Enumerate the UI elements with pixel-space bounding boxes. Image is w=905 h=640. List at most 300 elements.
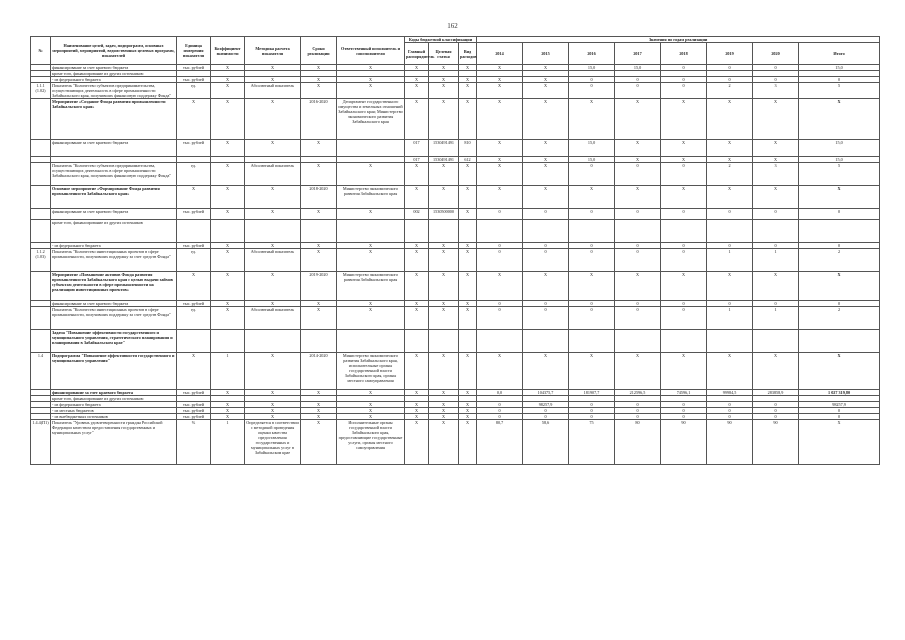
row-deadline: Х xyxy=(301,65,337,71)
row-deadline: Х xyxy=(301,301,337,307)
row-name: - из федерального бюджета xyxy=(51,243,177,249)
row-year-value: 0 xyxy=(615,163,661,186)
row-code-target: Х xyxy=(429,163,459,186)
row-deadline: Х xyxy=(301,77,337,83)
row-year-value: 0 xyxy=(569,163,615,186)
header-year: 2014 xyxy=(477,43,523,65)
header-code-type: Вид расходов xyxy=(459,43,477,65)
row-year-value: 1 xyxy=(753,249,799,272)
row-name: - из внебюджетных источников xyxy=(51,414,177,420)
row-year-value: 0 xyxy=(477,209,523,220)
row-code-main: Х xyxy=(405,272,429,301)
table-row xyxy=(31,83,880,99)
row-coef: Х xyxy=(211,77,245,83)
row-year-value xyxy=(753,330,799,353)
row-code-main xyxy=(405,220,429,243)
row-code-target: Х xyxy=(429,65,459,71)
row-unit: тыс. рублей xyxy=(177,77,211,83)
row-year-value: 0 xyxy=(477,414,523,420)
row-year-value: Х xyxy=(661,99,707,140)
row-year-value: 0 xyxy=(569,301,615,307)
row-coef: Х xyxy=(211,408,245,414)
row-method: Х xyxy=(245,99,301,140)
row-year-value: 0 xyxy=(523,414,569,420)
header-responsible: Ответственный исполнитель и соисполнители xyxy=(337,37,405,65)
row-code-target: Х xyxy=(429,77,459,83)
row-year-value: Х xyxy=(569,99,615,140)
row-code-main: 017 xyxy=(405,140,429,157)
row-deadline: Х xyxy=(301,249,337,272)
row-method: Х xyxy=(245,414,301,420)
row-year-value: 0 xyxy=(753,402,799,408)
row-code-target: Х xyxy=(429,272,459,301)
row-deadline: 2014-2020 xyxy=(301,353,337,390)
row-year-value: 0 xyxy=(615,307,661,330)
header-year: 2019 xyxy=(707,43,753,65)
row-year-value: 0 xyxy=(661,83,707,99)
row-year-value: Х xyxy=(753,157,799,163)
row-method: Х xyxy=(245,186,301,209)
row-method: Х xyxy=(245,353,301,390)
row-responsible: Х xyxy=(337,402,405,408)
row-code-target: 1530491491 xyxy=(429,157,459,163)
table-row xyxy=(31,163,880,186)
row-name: финансирование за счет краевого бюджета xyxy=(51,301,177,307)
row-method: Х xyxy=(245,390,301,396)
row-code-main: Х xyxy=(405,307,429,330)
row-year-value xyxy=(523,330,569,353)
row-code-main: Х xyxy=(405,402,429,408)
row-year-value: 0 xyxy=(661,163,707,186)
row-code-target: Х xyxy=(429,83,459,99)
table-row xyxy=(31,307,880,330)
row-total: Х xyxy=(799,272,880,301)
row-total: 0 xyxy=(799,408,880,414)
row-coef: Х xyxy=(211,272,245,301)
row-year-value: Х xyxy=(569,186,615,209)
row-year-value: 0 xyxy=(615,249,661,272)
row-year-value: 58,6 xyxy=(523,420,569,465)
row-coef: Х xyxy=(211,249,245,272)
row-year-value: 0 xyxy=(661,301,707,307)
row-number: 1.1.2 (1.03) xyxy=(31,249,51,272)
row-deadline: Х xyxy=(301,83,337,99)
row-name: кроме того, финансирование из других источников: xyxy=(51,396,177,402)
header-year: 2018 xyxy=(661,43,707,65)
row-year-value: 0 xyxy=(523,307,569,330)
row-coef: Х xyxy=(211,83,245,99)
row-code-type: 810 xyxy=(459,140,477,157)
row-year-value: 0 xyxy=(523,249,569,272)
row-name: Подпрограмма "Повышение эффективности государственного и муниципального управления" xyxy=(51,353,177,390)
row-year-value: 2 xyxy=(707,83,753,99)
row-code-main: Х xyxy=(405,353,429,390)
row-year-value xyxy=(661,220,707,243)
row-year-value: 15,0 xyxy=(569,65,615,71)
row-unit: ед. xyxy=(177,163,211,186)
row-coef: 1 xyxy=(211,420,245,465)
row-unit: Х xyxy=(177,353,211,390)
row-code-main: Х xyxy=(405,420,429,465)
row-total: Х xyxy=(799,353,880,390)
row-name: Основное мероприятие «Формирование Фонда развития промышленности Забайкальского края» xyxy=(51,186,177,209)
row-code-type: Х xyxy=(459,353,477,390)
header-coef: Коэффициент значимости xyxy=(211,37,245,65)
row-name: финансирование за счет краевого бюджета xyxy=(51,140,177,157)
row-coef: Х xyxy=(211,307,245,330)
row-unit: ед. xyxy=(177,249,211,272)
row-year-value: 0 xyxy=(477,301,523,307)
row-method xyxy=(245,330,301,353)
row-unit: ед. xyxy=(177,83,211,99)
row-responsible: Министерство экономического развития Забайкальского края xyxy=(337,272,405,301)
row-coef xyxy=(211,330,245,353)
row-year-value: Х xyxy=(477,140,523,157)
row-year-value: 2 xyxy=(707,163,753,186)
row-unit: Х xyxy=(177,186,211,209)
row-code-main: Х xyxy=(405,243,429,249)
row-total: 0 xyxy=(799,209,880,220)
row-unit: тыс. рублей xyxy=(177,414,211,420)
row-year-value: 0 xyxy=(569,249,615,272)
row-code-type: Х xyxy=(459,414,477,420)
row-code-target: Х xyxy=(429,186,459,209)
row-year-value: 0 xyxy=(707,209,753,220)
row-year-value: Х xyxy=(523,140,569,157)
row-year-value xyxy=(615,330,661,353)
row-total: 15,0 xyxy=(799,157,880,163)
row-code-main: Х xyxy=(405,83,429,99)
row-total: 1 027 319,80 xyxy=(799,390,880,396)
row-responsible: Х xyxy=(337,301,405,307)
header-unit: Единица измерения показателя xyxy=(177,37,211,65)
row-code-type xyxy=(459,330,477,353)
row-year-value xyxy=(523,220,569,243)
row-year-value: Х xyxy=(661,157,707,163)
row-total: 0 xyxy=(799,414,880,420)
row-code-target: Х xyxy=(429,243,459,249)
row-code-type: Х xyxy=(459,99,477,140)
row-year-value: Х xyxy=(477,99,523,140)
header-deadline: Сроки реализации xyxy=(301,37,337,65)
row-deadline xyxy=(301,330,337,353)
row-year-value: 1 xyxy=(707,249,753,272)
row-name: Задача "Повышение эффективности государственного и муниципального управления, стратегического планирования и планирования в Забайкальском крае" xyxy=(51,330,177,353)
row-number: 1.4.4(П1) xyxy=(31,420,51,465)
row-year-value: 90 xyxy=(753,420,799,465)
row-year-value: 0 xyxy=(477,249,523,272)
row-total: 15,0 xyxy=(799,140,880,157)
row-number xyxy=(31,209,51,220)
row-year-value: 0 xyxy=(661,209,707,220)
row-coef: Х xyxy=(211,209,245,220)
row-name: - из федерального бюджета xyxy=(51,77,177,83)
row-responsible: Х xyxy=(337,65,405,71)
row-year-value: Х xyxy=(615,99,661,140)
row-year-value: 0 xyxy=(569,77,615,83)
row-year-value: 1 xyxy=(753,307,799,330)
row-year-value xyxy=(477,330,523,353)
row-year-value: 0 xyxy=(523,209,569,220)
row-year-value: 75 xyxy=(569,420,615,465)
row-year-value xyxy=(569,330,615,353)
row-code-type: Х xyxy=(459,390,477,396)
row-year-value: Х xyxy=(523,83,569,99)
row-code-type: Х xyxy=(459,83,477,99)
table-row xyxy=(31,220,880,243)
row-deadline: 2016-2020 xyxy=(301,99,337,140)
row-year-value: 104375,7 xyxy=(523,390,569,396)
row-responsible: Х xyxy=(337,83,405,99)
row-year-value: 0 xyxy=(615,243,661,249)
row-year-value: 0 xyxy=(707,408,753,414)
row-name: кроме того, финансирование из других источников: xyxy=(51,71,177,77)
header-num: № xyxy=(31,37,51,65)
row-year-value: 0 xyxy=(569,414,615,420)
row-code-type: Х xyxy=(459,408,477,414)
table-row xyxy=(31,99,880,140)
row-method: Абсолютный показатель xyxy=(245,249,301,272)
row-year-value: Х xyxy=(523,65,569,71)
row-year-value: 98257,9 xyxy=(523,402,569,408)
row-total: Х xyxy=(799,99,880,140)
row-responsible: Х xyxy=(337,307,405,330)
row-deadline: Х xyxy=(301,420,337,465)
row-year-value: 0 xyxy=(661,408,707,414)
row-name: - из федерального бюджета xyxy=(51,402,177,408)
row-year-value: Х xyxy=(477,65,523,71)
header-name: Наименование целей, задач, подпрограмм, основных мероприятий, мероприятий, ведомственных целевых программ, показателей xyxy=(51,37,177,65)
row-total: Х xyxy=(799,186,880,209)
row-year-value: Х xyxy=(569,272,615,301)
row-year-value xyxy=(753,220,799,243)
header-year: 2015 xyxy=(523,43,569,65)
row-year-value: 3 xyxy=(753,83,799,99)
row-year-value: 0 xyxy=(753,65,799,71)
row-number xyxy=(31,99,51,140)
row-method: Абсолютный показатель xyxy=(245,83,301,99)
row-year-value: Х xyxy=(615,353,661,390)
row-year-value: Х xyxy=(615,272,661,301)
row-unit: тыс. рублей xyxy=(177,209,211,220)
row-unit xyxy=(177,220,211,243)
row-responsible: Х xyxy=(337,408,405,414)
header-total: Итого xyxy=(799,43,880,65)
row-year-value: Х xyxy=(523,163,569,186)
row-year-value: 0 xyxy=(753,77,799,83)
row-unit: тыс. рублей xyxy=(177,408,211,414)
row-year-value: Х xyxy=(523,157,569,163)
row-year-value: 0 xyxy=(569,209,615,220)
row-responsible: Департамент государственного имущества и земельных отношений Забайкальского края; Министерство экономического развития Забайкальского края xyxy=(337,99,405,140)
row-year-value: 0 xyxy=(523,408,569,414)
row-coef: Х xyxy=(211,140,245,157)
row-method: Х xyxy=(245,140,301,157)
row-year-value: 0 xyxy=(661,249,707,272)
row-method: Х xyxy=(245,77,301,83)
row-code-main: Х xyxy=(405,301,429,307)
row-code-target: Х xyxy=(429,414,459,420)
row-code-type: Х xyxy=(459,186,477,209)
row-total: 0 xyxy=(799,243,880,249)
row-year-value: Х xyxy=(615,157,661,163)
row-total: 0 xyxy=(799,301,880,307)
row-year-value: Х xyxy=(661,353,707,390)
row-total: 5 xyxy=(799,163,880,186)
row-coef: Х xyxy=(211,163,245,186)
row-name: Показатель "Количество субъектов предпринимательства, осуществляющих деятельность в сфере промышленности Забайкальского края, получивших финансовую поддержку Фонда" xyxy=(51,163,177,186)
row-year-value: Х xyxy=(707,272,753,301)
row-code-main: Х xyxy=(405,99,429,140)
row-method: Х xyxy=(245,272,301,301)
row-year-value: Х xyxy=(707,99,753,140)
header-year: 2020 xyxy=(753,43,799,65)
row-year-value: 0 xyxy=(615,402,661,408)
row-deadline: Х xyxy=(301,408,337,414)
row-code-target: Х xyxy=(429,307,459,330)
row-year-value: 0 xyxy=(753,414,799,420)
row-deadline: 2019-2020 xyxy=(301,272,337,301)
row-total: Х xyxy=(799,420,880,465)
row-year-value: Х xyxy=(477,186,523,209)
table-header xyxy=(31,37,880,65)
row-code-type: Х xyxy=(459,301,477,307)
table-row xyxy=(31,330,880,353)
row-code-type: Х xyxy=(459,77,477,83)
row-responsible xyxy=(337,330,405,353)
row-year-value: Х xyxy=(753,353,799,390)
row-year-value: Х xyxy=(753,272,799,301)
row-coef: Х xyxy=(211,65,245,71)
row-code-type: 612 xyxy=(459,157,477,163)
row-total: 0 xyxy=(799,77,880,83)
row-responsible xyxy=(337,220,405,243)
row-responsible: Исполнительные органы государственной власти Забайкальского края, предоставляющие государственные услуги, органы местного самоуправления xyxy=(337,420,405,465)
row-unit: тыс. рублей xyxy=(177,243,211,249)
table-row xyxy=(31,272,880,301)
row-year-value: 74596,1 xyxy=(661,390,707,396)
header-year: 2017 xyxy=(615,43,661,65)
row-unit: Х xyxy=(177,272,211,301)
row-coef: 1 xyxy=(211,353,245,390)
row-unit: тыс. рублей xyxy=(177,140,211,157)
row-year-value: Х xyxy=(569,353,615,390)
row-total xyxy=(799,220,880,243)
row-total: 2 xyxy=(799,307,880,330)
row-year-value: 15,0 xyxy=(569,157,615,163)
row-year-value xyxy=(615,220,661,243)
row-deadline: Х xyxy=(301,414,337,420)
row-year-value: 0 xyxy=(477,243,523,249)
row-year-value xyxy=(661,330,707,353)
row-code-target: Х xyxy=(429,390,459,396)
row-year-value: Х xyxy=(477,157,523,163)
row-code-type xyxy=(459,220,477,243)
table-row xyxy=(31,140,880,157)
row-year-value: 0 xyxy=(707,243,753,249)
row-name: финансирование за счет краевого бюджета xyxy=(51,390,177,396)
row-year-value: 181907,7 xyxy=(569,390,615,396)
row-year-value: 15,0 xyxy=(615,65,661,71)
row-total xyxy=(799,330,880,353)
row-deadline: Х xyxy=(301,209,337,220)
row-method: Х xyxy=(245,243,301,249)
row-code-type: Х xyxy=(459,209,477,220)
row-responsible: Х xyxy=(337,209,405,220)
row-year-value: Х xyxy=(753,186,799,209)
row-total: 2 xyxy=(799,249,880,272)
row-responsible: Х xyxy=(337,163,405,186)
row-year-value: 0 xyxy=(661,402,707,408)
row-code-target: Х xyxy=(429,420,459,465)
row-method: Х xyxy=(245,301,301,307)
row-year-value: 15,0 xyxy=(569,140,615,157)
row-year-value: 0 xyxy=(661,307,707,330)
row-coef: Х xyxy=(211,186,245,209)
row-responsible: Х xyxy=(337,414,405,420)
row-year-value: 0 xyxy=(707,402,753,408)
row-year-value: Х xyxy=(661,140,707,157)
row-year-value: 0 xyxy=(615,83,661,99)
row-year-value: 0 xyxy=(707,65,753,71)
row-method: Х xyxy=(245,402,301,408)
row-deadline xyxy=(301,220,337,243)
row-code-target: 1530500000 xyxy=(429,209,459,220)
row-year-value: Х xyxy=(615,140,661,157)
row-deadline: 2018-2020 xyxy=(301,186,337,209)
row-number: 1.1.1 (1.02) xyxy=(31,83,51,99)
row-year-value: 0 xyxy=(477,307,523,330)
row-number xyxy=(31,186,51,209)
row-year-value: 0 xyxy=(569,408,615,414)
row-coef xyxy=(211,220,245,243)
table-row xyxy=(31,209,880,220)
row-responsible xyxy=(337,140,405,157)
row-code-main: Х xyxy=(405,408,429,414)
row-coef: Х xyxy=(211,390,245,396)
row-code-target xyxy=(429,330,459,353)
header-code-target: Целевая статья xyxy=(429,43,459,65)
row-number: 1.4 xyxy=(31,353,51,390)
row-method: Абсолютный показатель xyxy=(245,163,301,186)
row-code-main xyxy=(405,330,429,353)
row-year-value: 0 xyxy=(707,414,753,420)
row-name: Мероприятие «Создание Фонда развития промышленности Забайкальского края» xyxy=(51,99,177,140)
row-code-type: Х xyxy=(459,163,477,186)
row-code-type: Х xyxy=(459,249,477,272)
row-year-value xyxy=(707,330,753,353)
row-year-value: Х xyxy=(661,186,707,209)
row-year-value: 0 xyxy=(569,83,615,99)
row-year-value: 0,0 xyxy=(477,390,523,396)
row-year-value: Х xyxy=(753,99,799,140)
row-total: 98257,9 xyxy=(799,402,880,408)
row-year-value: 0 xyxy=(661,243,707,249)
row-year-value: 90 xyxy=(707,420,753,465)
row-year-value: 0 xyxy=(753,408,799,414)
row-unit: ед. xyxy=(177,307,211,330)
table-body xyxy=(31,65,880,465)
row-deadline: Х xyxy=(301,243,337,249)
row-year-value: 0 xyxy=(615,77,661,83)
row-year-value: 0 xyxy=(569,243,615,249)
row-code-type: Х xyxy=(459,420,477,465)
program-table xyxy=(30,36,880,465)
row-code-target xyxy=(429,220,459,243)
row-coef: Х xyxy=(211,402,245,408)
row-method: Х xyxy=(245,65,301,71)
table-row xyxy=(31,186,880,209)
